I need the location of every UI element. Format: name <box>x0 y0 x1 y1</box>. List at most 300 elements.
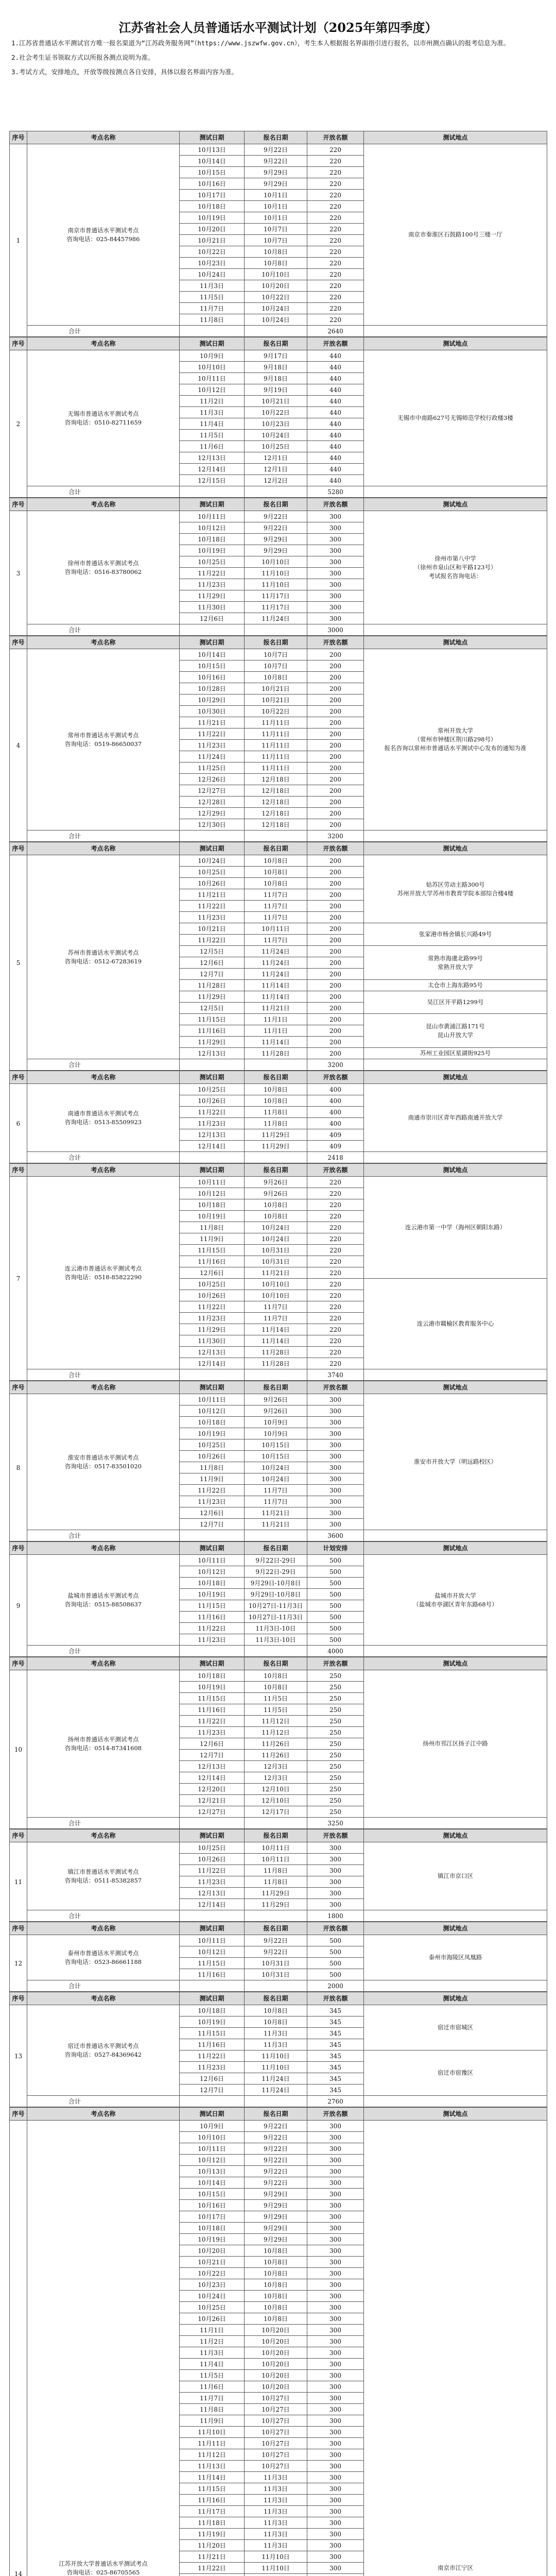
test-date: 11月3日 <box>180 2347 245 2359</box>
test-date: 11月6日 <box>180 2381 245 2393</box>
open-quota: 300 <box>307 2245 364 2257</box>
open-quota: 300 <box>307 522 364 534</box>
header-signup: 报名日期 <box>245 1992 307 2005</box>
open-quota: 200 <box>307 649 364 660</box>
open-quota: 500 <box>307 1634 364 1646</box>
header-no: 序号 <box>10 1992 27 2005</box>
test-date: 10月9日 <box>180 2121 245 2132</box>
header-date: 测试日期 <box>180 131 245 144</box>
open-quota: 200 <box>307 785 364 796</box>
test-site: 连云港市第一中学（海州区朝阳东路） <box>364 1177 547 1279</box>
total-empty-1 <box>180 1980 245 1992</box>
total-value: 4000 <box>307 1646 364 1657</box>
open-quota: 200 <box>307 728 364 740</box>
section-number: 14 <box>10 2121 27 2576</box>
open-quota: 220 <box>307 224 364 235</box>
header-site: 测试地点 <box>364 498 547 511</box>
signup-date: 9月22日 <box>245 1935 307 1946</box>
signup-date: 10月8日 <box>245 1199 307 1211</box>
test-date: 11月15日 <box>180 1693 245 1704</box>
test-point-name: 无锡市普通话水平测试考点 咨询电话：0510-82711659 <box>27 350 180 486</box>
open-quota: 200 <box>307 683 364 694</box>
header-row <box>10 131 547 144</box>
test-date: 10月25日 <box>180 867 245 878</box>
test-date: 10月19日 <box>180 1211 245 1222</box>
test-point-name: 江苏开放大学普通话水平测试考点 咨询电话：025-86705565 <box>27 2121 180 2576</box>
signup-date: 11月3日 <box>245 2540 307 2551</box>
signup-date: 10月20日 <box>245 2347 307 2359</box>
header-no: 序号 <box>10 2108 27 2121</box>
test-date: 11月14日 <box>180 2472 245 2483</box>
test-date: 11月23日 <box>180 1634 245 1646</box>
signup-date: 10月1日 <box>245 212 307 224</box>
open-quota: 300 <box>307 2529 364 2540</box>
note-3: 3.考试方式，安排地点，开放等级按测点各自安排，具体以报名界面内容为准。 <box>11 68 238 76</box>
test-date: 11月15日 <box>180 1245 245 1256</box>
total-value: 2418 <box>307 1152 364 1163</box>
header-date: 测试日期 <box>180 1829 245 1842</box>
signup-date: 9月22日 <box>245 2121 307 2132</box>
open-quota: 300 <box>307 556 364 568</box>
header-date: 测试日期 <box>180 2108 245 2121</box>
header-site: 测试地点 <box>364 1071 547 1084</box>
signup-date: 10月24日 <box>245 303 307 314</box>
section-number: 11 <box>10 1842 27 1922</box>
table-row <box>10 1935 547 1946</box>
test-date: 12月6日 <box>180 957 245 969</box>
signup-date: 11月10日 <box>245 2563 307 2574</box>
open-quota: 300 <box>307 1473 364 1485</box>
open-quota: 300 <box>307 2540 364 2551</box>
header-signup: 报名日期 <box>245 1164 307 1177</box>
test-date: 10月13日 <box>180 2166 245 2177</box>
total-empty-3 <box>364 831 547 842</box>
header-site: 测试地点 <box>364 2108 547 2121</box>
signup-date: 9月22日 <box>245 1946 307 1958</box>
test-date: 11月22日 <box>180 935 245 946</box>
open-quota: 220 <box>307 303 364 314</box>
signup-date: 10月20日 <box>245 2325 307 2336</box>
signup-date: 11月7日 <box>245 901 307 912</box>
test-date: 11月23日 <box>180 1727 245 1738</box>
open-quota: 220 <box>307 212 364 224</box>
open-quota: 250 <box>307 1806 364 1818</box>
test-date: 11月22日 <box>180 1485 245 1496</box>
total-empty-1 <box>180 1818 245 1829</box>
open-quota: 200 <box>307 969 364 980</box>
open-quota: 440 <box>307 430 364 441</box>
header-point: 考点名称 <box>27 498 180 511</box>
test-date: 10月19日 <box>180 1589 245 1600</box>
signup-date: 10月8日 <box>245 1670 307 1682</box>
test-date: 10月25日 <box>180 2302 245 2313</box>
total-empty-3 <box>364 1910 547 1922</box>
open-quota: 400 <box>307 1107 364 1118</box>
header-signup: 报名日期 <box>245 131 307 144</box>
total-empty-1 <box>180 1059 245 1071</box>
signup-date: 11月14日 <box>245 1335 307 1347</box>
signup-date: 12月18日 <box>245 774 307 785</box>
test-date: 11月9日 <box>180 2415 245 2427</box>
test-date: 12月13日 <box>180 1129 245 1141</box>
test-date: 10月26日 <box>180 1451 245 1462</box>
test-date: 10月22日 <box>180 2268 245 2279</box>
open-quota: 300 <box>307 2313 364 2325</box>
open-quota: 300 <box>307 2177 364 2189</box>
total-empty-1 <box>180 1152 245 1163</box>
signup-date: 10月7日 <box>245 649 307 660</box>
header-no: 序号 <box>10 1657 27 1670</box>
test-date: 12月7日 <box>180 1750 245 1761</box>
signup-date: 9月22日 <box>245 2143 307 2155</box>
test-point-name: 扬州市普通话水平测试考点 咨询电话：0514-87341608 <box>27 1670 180 1818</box>
open-quota: 300 <box>307 2211 364 2223</box>
open-quota: 300 <box>307 2166 364 2177</box>
test-date: 11月29日 <box>180 991 245 1003</box>
signup-date: 11月17日 <box>245 590 307 602</box>
test-date: 11月16日 <box>180 1025 245 1037</box>
open-quota: 220 <box>307 246 364 258</box>
open-quota: 200 <box>307 660 364 672</box>
test-date: 10月19日 <box>180 212 245 224</box>
open-quota: 200 <box>307 1003 364 1014</box>
signup-date: 9月29日 <box>245 2211 307 2223</box>
signup-date: 12月17日 <box>245 1806 307 1818</box>
test-date: 11月4日 <box>180 2359 245 2370</box>
open-quota: 300 <box>307 2336 364 2347</box>
total-empty-2 <box>245 1152 307 1163</box>
test-site: 镇江市京口区 <box>364 1842 547 1910</box>
open-quota: 300 <box>307 2189 364 2200</box>
signup-date: 11月8日 <box>245 1107 307 1118</box>
signup-date: 11月24日 <box>245 946 307 957</box>
table-row <box>10 649 547 660</box>
total-empty-1 <box>180 2096 245 2107</box>
header-row <box>10 2108 547 2121</box>
open-quota: 220 <box>307 1245 364 1256</box>
open-quota: 345 <box>307 2050 364 2062</box>
open-quota: 220 <box>307 1279 364 1290</box>
open-quota: 200 <box>307 819 364 831</box>
table-row <box>10 1394 547 1405</box>
signup-date: 10月8日 <box>245 855 307 867</box>
open-quota: 250 <box>307 1761 364 1772</box>
open-quota: 300 <box>307 1876 364 1888</box>
test-date: 11月1日 <box>180 2325 245 2336</box>
section-number: 10 <box>10 1670 27 1829</box>
test-date: 10月22日 <box>180 246 245 258</box>
test-date: 12月15日 <box>180 475 245 486</box>
schedule-table-13 <box>9 1992 547 2107</box>
header-no: 序号 <box>10 1922 27 1935</box>
open-quota: 220 <box>307 1233 364 1245</box>
test-date: 12月30日 <box>180 819 245 831</box>
test-point-name: 镇江市普通话水平测试考点 咨询电话：0511-85382857 <box>27 1842 180 1910</box>
open-quota: 300 <box>307 2268 364 2279</box>
signup-date: 9月29日 <box>245 2189 307 2200</box>
test-point-name: 南通市普通话水平测试考点 咨询电话：0513-85509923 <box>27 1084 180 1152</box>
open-quota: 300 <box>307 1865 364 1876</box>
total-empty-3 <box>364 1646 547 1657</box>
total-label: 合计 <box>27 1646 180 1657</box>
signup-date: 11月3日-10日 <box>245 1634 307 1646</box>
total-empty-1 <box>180 486 245 498</box>
signup-date: 11月24日 <box>245 2084 307 2096</box>
test-date: 12月27日 <box>180 1806 245 1818</box>
open-quota: 440 <box>307 396 364 407</box>
header-site: 测试地点 <box>364 636 547 649</box>
open-quota: 300 <box>307 2302 364 2313</box>
signup-date: 11月14日 <box>245 1037 307 1048</box>
open-quota: 250 <box>307 1727 364 1738</box>
signup-date: 10月22日 <box>245 706 307 717</box>
schedule-table-7 <box>9 1163 547 1381</box>
open-quota: 300 <box>307 2325 364 2336</box>
test-date: 11月15日 <box>180 1958 245 1969</box>
test-date: 10月25日 <box>180 1279 245 1290</box>
signup-date: 10月31日 <box>245 1245 307 1256</box>
open-quota: 200 <box>307 796 364 808</box>
open-quota: 200 <box>307 912 364 923</box>
note-2: 2.社会考生证书领取方式以所报各测点说明为准。 <box>11 54 154 61</box>
open-quota: 345 <box>307 2062 364 2073</box>
open-quota: 200 <box>307 991 364 1003</box>
test-date: 11月18日 <box>180 2517 245 2529</box>
test-site: 常熟市海虞北路99号 常熟开放大学 <box>364 946 547 980</box>
signup-date: 10月11日 <box>245 923 307 935</box>
schedule-table-5 <box>9 842 547 1071</box>
test-date: 11月22日 <box>180 1623 245 1634</box>
total-value: 3200 <box>307 831 364 842</box>
header-date: 测试日期 <box>180 498 245 511</box>
open-quota: 500 <box>307 1589 364 1600</box>
test-site: 无锡市中南路627号无锡师范学校行政楼3楼 <box>364 350 547 486</box>
open-quota: 300 <box>307 1462 364 1473</box>
signup-date: 11月24日 <box>245 969 307 980</box>
open-quota: 200 <box>307 946 364 957</box>
open-quota: 345 <box>307 2073 364 2084</box>
test-date: 11月28日 <box>180 980 245 991</box>
section-number: 5 <box>10 855 27 1071</box>
test-date: 11月2日 <box>180 2336 245 2347</box>
test-site: 盐城市开放大学 （盐城市亭湖区青年东路68号） <box>364 1555 547 1646</box>
open-quota: 200 <box>307 935 364 946</box>
total-row <box>10 1646 547 1657</box>
test-date: 11月9日 <box>180 1233 245 1245</box>
total-empty-3 <box>364 1530 547 1541</box>
signup-date: 10月25日 <box>245 441 307 452</box>
test-date: 10月11日 <box>180 373 245 384</box>
signup-date: 12月10日 <box>245 1795 307 1806</box>
schedule-table-12 <box>9 1922 547 1992</box>
test-date: 10月12日 <box>180 1566 245 1578</box>
header-signup: 报名日期 <box>245 636 307 649</box>
open-quota: 300 <box>307 534 364 545</box>
open-quota: 300 <box>307 1888 364 1899</box>
test-date: 12月13日 <box>180 1761 245 1772</box>
test-date: 11月5日 <box>180 430 245 441</box>
header-point: 考点名称 <box>27 2108 180 2121</box>
header-row <box>10 842 547 855</box>
header-open: 开放名额 <box>307 1381 364 1394</box>
total-empty-3 <box>364 624 547 636</box>
signup-date: 9月18日 <box>245 373 307 384</box>
test-date: 11月22日 <box>180 901 245 912</box>
header-open: 计划安排 <box>307 1542 364 1555</box>
open-quota: 440 <box>307 384 364 396</box>
header-no: 序号 <box>10 498 27 511</box>
schedule-table-9 <box>9 1541 547 1657</box>
test-point-name: 徐州市普通话水平测试考点 咨询电话：0516-83780062 <box>27 511 180 624</box>
test-date: 10月19日 <box>180 1428 245 1439</box>
test-date: 11月16日 <box>180 1704 245 1716</box>
open-quota: 220 <box>307 190 364 201</box>
section-number: 6 <box>10 1084 27 1163</box>
total-empty-2 <box>245 1646 307 1657</box>
total-label: 合计 <box>27 486 180 498</box>
open-quota: 300 <box>307 2438 364 2449</box>
test-date: 10月12日 <box>180 1405 245 1417</box>
signup-date: 10月8日 <box>245 1211 307 1222</box>
header-open: 开放名额 <box>307 1071 364 1084</box>
signup-date: 11月14日 <box>245 980 307 991</box>
signup-date: 10月8日 <box>245 672 307 683</box>
test-site: 南通市崇川区青年西路南通开放大学 <box>364 1084 547 1152</box>
table-row <box>10 1084 547 1095</box>
total-row <box>10 326 547 337</box>
test-date: 11月8日 <box>180 314 245 326</box>
test-site: 昆山市黄浦江路171号 昆山开放大学 <box>364 1014 547 1048</box>
open-quota: 220 <box>307 269 364 280</box>
test-date: 10月13日 <box>180 144 245 156</box>
open-quota: 300 <box>307 1394 364 1405</box>
test-date: 11月16日 <box>180 2495 245 2506</box>
total-empty-2 <box>245 486 307 498</box>
test-date: 10月12日 <box>180 522 245 534</box>
signup-date: 11月3日 <box>245 2472 307 2483</box>
open-quota: 200 <box>307 751 364 762</box>
signup-date: 10月24日 <box>245 430 307 441</box>
test-date: 10月25日 <box>180 1084 245 1095</box>
header-date: 测试日期 <box>180 1922 245 1935</box>
signup-date: 10月27日 <box>245 2415 307 2427</box>
open-quota: 200 <box>307 694 364 706</box>
test-date: 10月26日 <box>180 2313 245 2325</box>
signup-date: 11月7日 <box>245 889 307 901</box>
open-quota: 300 <box>307 2563 364 2574</box>
test-date: 11月15日 <box>180 1014 245 1025</box>
signup-date: 10月24日 <box>245 1462 307 1473</box>
total-empty-3 <box>364 1059 547 1071</box>
total-value: 3200 <box>307 1059 364 1071</box>
test-date: 11月30日 <box>180 1335 245 1347</box>
test-date: 10月16日 <box>180 178 245 190</box>
test-date: 12月7日 <box>180 969 245 980</box>
total-empty-2 <box>245 831 307 842</box>
signup-date: 11月28日 <box>245 1347 307 1358</box>
open-quota: 200 <box>307 901 364 912</box>
test-date: 11月22日 <box>180 1107 245 1118</box>
test-date: 11月19日 <box>180 2529 245 2540</box>
test-date: 12月6日 <box>180 1738 245 1750</box>
open-quota: 300 <box>307 1496 364 1507</box>
test-point-name: 泰州市普通话水平测试考点 咨询电话：0523-86661188 <box>27 1935 180 1980</box>
open-quota: 220 <box>307 1188 364 1199</box>
open-quota: 500 <box>307 1946 364 1958</box>
section-number: 4 <box>10 649 27 842</box>
header-signup: 报名日期 <box>245 1542 307 1555</box>
section-number: 13 <box>10 2005 27 2107</box>
test-date: 11月8日 <box>180 2404 245 2415</box>
test-date: 10月18日 <box>180 1199 245 1211</box>
table-row <box>10 144 547 156</box>
test-date: 12月13日 <box>180 1888 245 1899</box>
table-row <box>10 1555 547 1566</box>
open-quota: 220 <box>307 1267 364 1279</box>
open-quota: 250 <box>307 1750 364 1761</box>
header-no: 序号 <box>10 337 27 350</box>
signup-date: 9月29日-10月8日 <box>245 1589 307 1600</box>
open-quota: 300 <box>307 2427 364 2438</box>
total-value: 5280 <box>307 486 364 498</box>
header-signup: 报名日期 <box>245 1071 307 1084</box>
signup-date: 11月17日 <box>245 602 307 613</box>
signup-date: 11月8日 <box>245 1865 307 1876</box>
header-date: 测试日期 <box>180 1071 245 1084</box>
signup-date: 9月17日 <box>245 350 307 362</box>
header-signup: 报名日期 <box>245 337 307 350</box>
test-date: 11月22日 <box>180 2563 245 2574</box>
signup-date: 10月7日 <box>245 235 307 246</box>
signup-date: 11月10日 <box>245 568 307 579</box>
notes <box>9 34 547 131</box>
test-date: 10月23日 <box>180 258 245 269</box>
schedule-table-2 <box>9 337 547 498</box>
test-date: 11月30日 <box>180 602 245 613</box>
header-open: 开放名额 <box>307 337 364 350</box>
signup-date: 10月24日 <box>245 1222 307 1233</box>
test-date: 12月13日 <box>180 452 245 464</box>
open-quota: 300 <box>307 2257 364 2268</box>
signup-date: 10月10日 <box>245 1290 307 1301</box>
signup-date: 11月10日 <box>245 579 307 590</box>
test-date: 12月5日 <box>180 946 245 957</box>
test-date: 10月19日 <box>180 1682 245 1693</box>
header-point: 考点名称 <box>27 131 180 144</box>
test-date: 11月2日 <box>180 396 245 407</box>
signup-date: 12月2日 <box>245 475 307 486</box>
test-date: 11月23日 <box>180 1496 245 1507</box>
test-date: 12月6日 <box>180 613 245 624</box>
total-empty-2 <box>245 624 307 636</box>
test-date: 12月6日 <box>180 1267 245 1279</box>
signup-date: 11月24日 <box>245 613 307 624</box>
test-site: 吴江区开平路1299号 <box>364 991 547 1014</box>
open-quota: 200 <box>307 672 364 683</box>
test-date: 10月19日 <box>180 2234 245 2245</box>
signup-date: 10月21日 <box>245 694 307 706</box>
header-row <box>10 1071 547 1084</box>
open-quota: 300 <box>307 2449 364 2461</box>
total-empty-1 <box>180 624 245 636</box>
test-date: 10月19日 <box>180 545 245 556</box>
signup-date: 11月3日 <box>245 2495 307 2506</box>
header-no: 序号 <box>10 1164 27 1177</box>
header-site: 测试地点 <box>364 1542 547 1555</box>
header-point: 考点名称 <box>27 1829 180 1842</box>
signup-date: 11月11日 <box>245 762 307 774</box>
test-date: 10月16日 <box>180 2200 245 2211</box>
